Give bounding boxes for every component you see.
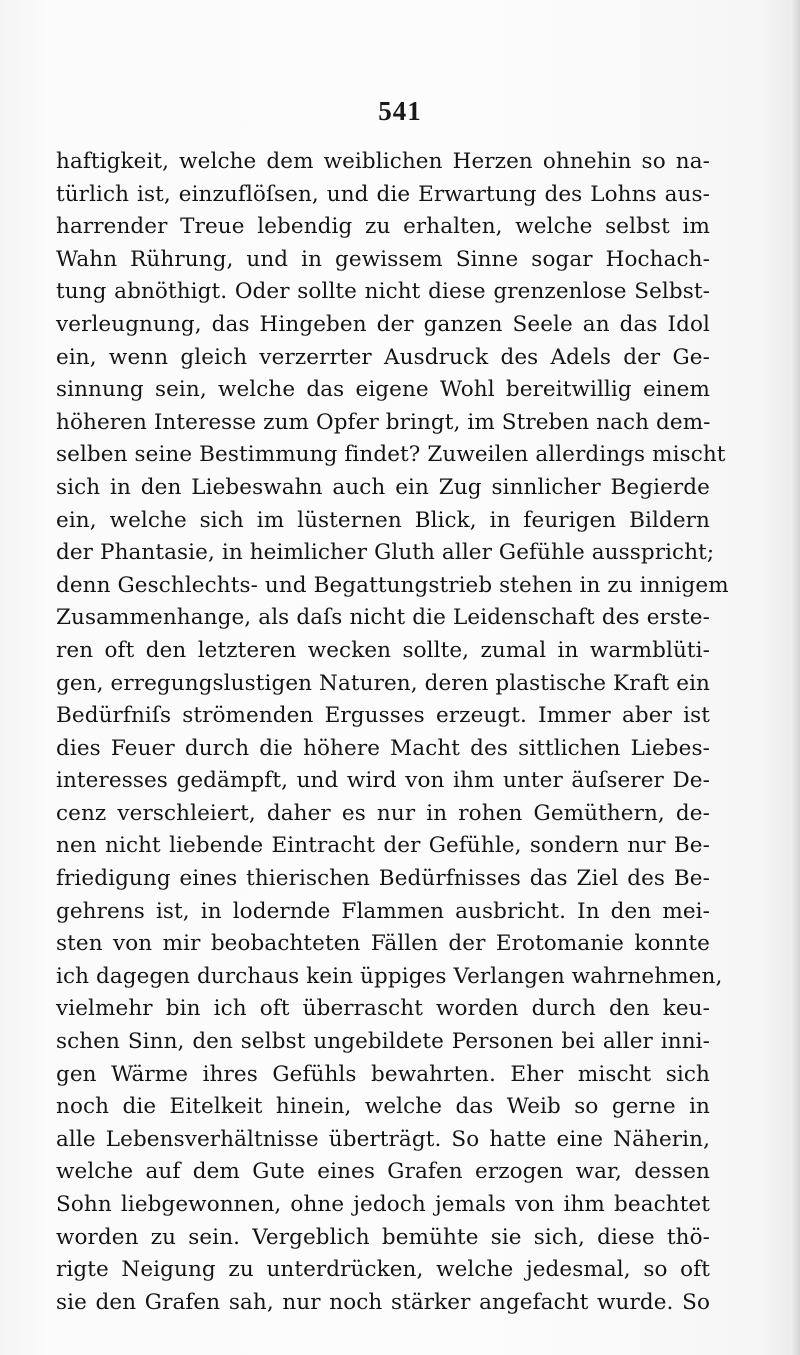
- text-line: ein, welche sich im lüsternen Blick, in feurigen Bildern: [56, 507, 710, 533]
- text-line: sie den Grafen sah, nur noch stärker angefacht wurde. So: [56, 1289, 710, 1315]
- text-line: haftigkeit, welche dem weiblichen Herzen ohnehin so na-: [56, 149, 710, 174]
- text-line: gehrens ist, in lodernde Flammen ausbricht. In den mei-: [56, 898, 710, 924]
- text-line: sinnung sein, welche das eigene Wohl bereitwillig einem: [56, 377, 710, 403]
- text-line: Sohn liebgewonnen, ohne jedoch jemals von ihm beachtet: [56, 1192, 710, 1217]
- text-line: welche auf dem Gute eines Grafen erzogen war, dessen: [56, 1159, 710, 1185]
- text-line: ein, wenn gleich verzerrter Ausdruck des Adels der Ge-: [56, 344, 710, 370]
- text-line: tung abnöthigt. Oder sollte nicht diese grenzenlose Selbst-: [56, 279, 710, 305]
- text-line: noch die Eitelkeit hinein, welche das Weib so gerne in: [56, 1094, 710, 1120]
- text-line: türlich ist, einzuflöſsen, und die Erwartung des Lohns aus-: [56, 181, 710, 207]
- text-line: Bedürfniſs strömenden Ergusses erzeugt. Immer aber ist: [56, 703, 710, 729]
- text-line: dies Feuer durch die höhere Macht des sittlichen Liebes-: [56, 735, 710, 761]
- text-line: cenz verschleiert, daher es nur in rohen Gemüthern, de-: [56, 800, 710, 826]
- text-line: schen Sinn, den selbst ungebildete Personen bei aller inni-: [56, 1029, 710, 1055]
- text-line: vielmehr bin ich oft überrascht worden durch den keu-: [56, 996, 710, 1022]
- text-line: höheren Interesse zum Opfer bringt, im Streben nach dem-: [56, 409, 711, 435]
- text-line: interesses gedämpft, und wird von ihm unter äuſserer De-: [56, 768, 710, 794]
- text-line: selben seine Bestimmung findet? Zuweilen allerdings mischt: [56, 442, 726, 468]
- text-line: verleugnung, das Hingeben der ganzen Seele an das Idol: [56, 311, 710, 337]
- page-number: 541: [378, 96, 422, 126]
- text-line: alle Lebensverhältnisse überträgt. So hatte eine Näherin,: [56, 1126, 710, 1152]
- text-line: ren oft den letzteren wecken sollte, zumal in warmblüti-: [56, 637, 710, 663]
- text-line: Zusammenhange, als daſs nicht die Leidenschaft des erste-: [56, 605, 710, 631]
- page-edge-shadow: [790, 0, 800, 1355]
- text-line: Wahn Rührung, und in gewissem Sinne sogar Hochach-: [56, 246, 710, 272]
- text-line: rigte Neigung zu unterdrücken, welche jedesmal, so oft: [56, 1257, 710, 1283]
- body-text: [56, 146, 729, 1319]
- text-line: sich in den Liebeswahn auch ein Zug sinnlicher Begierde: [56, 474, 710, 500]
- text-line: gen Wärme ihres Gefühls bewahrten. Eher mischt sich: [56, 1061, 710, 1087]
- text-line: gen, erregungslustigen Naturen, deren plastische Kraft ein: [56, 670, 710, 696]
- text-line: der Phantasie, in heimlicher Gluth aller Gefühle ausspricht;: [56, 540, 715, 566]
- text-line: nen nicht liebende Eintracht der Gefühle, sondern nur Be-: [56, 833, 710, 859]
- text-line: ich dagegen durchaus kein üppiges Verlangen wahrnehmen,: [56, 963, 723, 989]
- text-line: sten von mir beobachteten Fällen der Erotomanie konnte: [56, 931, 710, 957]
- text-line: harrender Treue lebendig zu erhalten, welche selbst im: [56, 214, 710, 240]
- text-line: denn Geschlechts- und Begattungstrieb stehen in zu innigem: [56, 572, 729, 598]
- text-line: worden zu sein. Vergeblich bemühte sie sich, diese thö-: [56, 1224, 710, 1250]
- text-line: friedigung eines thierischen Bedürfnisses das Ziel des Be-: [56, 866, 710, 892]
